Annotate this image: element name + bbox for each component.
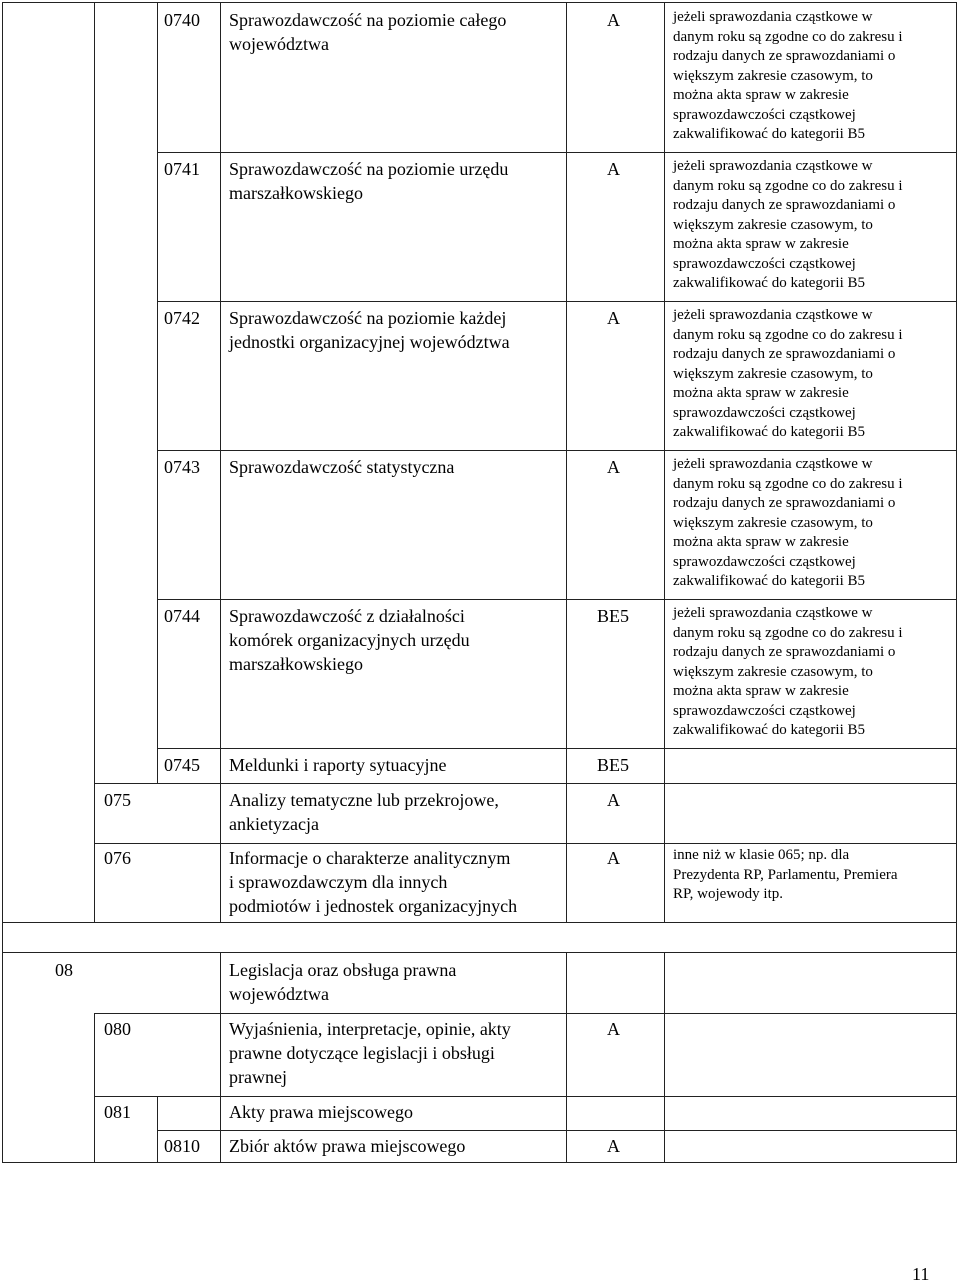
row-note: zakwalifikować do kategorii B5 bbox=[673, 126, 866, 142]
row-note: większym zakresie czasowym, to bbox=[673, 67, 873, 84]
row-note: można akta spraw w zakresie bbox=[673, 534, 849, 550]
row-note: jeżeli sprawozdania cząstkowe w bbox=[673, 307, 873, 323]
table-rule bbox=[94, 1013, 95, 1162]
row-code: 075 bbox=[104, 790, 131, 810]
row-note: zakwalifikować do kategorii B5 bbox=[673, 424, 866, 440]
row-note: sprawozdawczości cząstkowej bbox=[673, 255, 856, 272]
row-code: 081 bbox=[104, 1102, 131, 1122]
row-code: 076 bbox=[104, 848, 131, 868]
row-title: podmiotów i jednostek organizacyjnych bbox=[229, 896, 518, 916]
row-category: A bbox=[607, 790, 620, 810]
row-title: marszałkowskiego bbox=[229, 183, 363, 203]
table-rule bbox=[157, 748, 957, 749]
row-note: rodzaju danych ze sprawozdaniami o bbox=[673, 346, 896, 362]
table-rule bbox=[566, 2, 567, 922]
row-note: jeżeli sprawozdania cząstkowe w bbox=[673, 456, 873, 472]
row-note: inne niż w klasie 065; np. dla bbox=[673, 847, 850, 863]
row-title: Legislacja oraz obsługa prawna bbox=[229, 960, 457, 980]
row-title: prawne dotyczące legislacji i obsługi bbox=[229, 1043, 495, 1063]
table-rule bbox=[220, 2, 221, 922]
table-rule bbox=[2, 1162, 957, 1163]
row-title: ankietyzacja bbox=[229, 814, 319, 834]
row-note: sprawozdawczości cząstkowej bbox=[673, 702, 856, 719]
row-note: można akta spraw w zakresie bbox=[673, 87, 849, 103]
table-rule bbox=[956, 2, 957, 1162]
row-note: można akta spraw w zakresie bbox=[673, 385, 849, 401]
row-code: 0740 bbox=[164, 10, 200, 30]
row-title: Informacje o charakterze analitycznym bbox=[229, 848, 511, 868]
row-title: marszałkowskiego bbox=[229, 654, 363, 674]
row-note: można akta spraw w zakresie bbox=[673, 683, 849, 699]
row-note: zakwalifikować do kategorii B5 bbox=[673, 573, 866, 589]
row-note: Prezydenta RP, Parlamentu, Premiera bbox=[673, 866, 898, 883]
table-rule bbox=[157, 450, 957, 451]
table-rule bbox=[94, 843, 957, 844]
table-rule bbox=[157, 2, 158, 783]
row-title: Zbiór aktów prawa miejscowego bbox=[229, 1136, 466, 1156]
row-code: 0741 bbox=[164, 159, 200, 179]
row-code: 0810 bbox=[164, 1136, 200, 1156]
row-title: województwa bbox=[229, 984, 329, 1004]
row-note: zakwalifikować do kategorii B5 bbox=[673, 722, 866, 738]
row-title: Sprawozdawczość na poziomie każdej bbox=[229, 308, 507, 328]
table-rule bbox=[157, 301, 957, 302]
table-rule bbox=[566, 952, 567, 1162]
row-code: 08 bbox=[55, 960, 73, 980]
row-title: jednostki organizacyjnej województwa bbox=[229, 332, 510, 352]
row-title: Akty prawa miejscowego bbox=[229, 1102, 413, 1122]
table-rule bbox=[157, 152, 957, 153]
table-rule bbox=[220, 952, 221, 1162]
row-title: Sprawozdawczość statystyczna bbox=[229, 457, 455, 477]
row-note: sprawozdawczości cząstkowej bbox=[673, 553, 856, 570]
row-note: rodzaju danych ze sprawozdaniami o bbox=[673, 197, 896, 213]
row-note: rodzaju danych ze sprawozdaniami o bbox=[673, 48, 896, 64]
row-note: sprawozdawczości cząstkowej bbox=[673, 404, 856, 421]
row-note: jeżeli sprawozdania cząstkowe w bbox=[673, 9, 873, 25]
row-category: BE5 bbox=[597, 755, 630, 775]
table-rule bbox=[2, 2, 957, 3]
row-note: danym roku są zgodne co do zakresu i bbox=[673, 475, 903, 492]
row-title: Meldunki i raporty sytuacyjne bbox=[229, 755, 447, 775]
row-note: danym roku są zgodne co do zakresu i bbox=[673, 177, 903, 194]
row-category: A bbox=[607, 308, 620, 328]
row-note: zakwalifikować do kategorii B5 bbox=[673, 275, 866, 291]
row-note: większym zakresie czasowym, to bbox=[673, 365, 873, 382]
row-note: jeżeli sprawozdania cząstkowe w bbox=[673, 158, 873, 174]
table-rule bbox=[157, 1130, 957, 1131]
table-rule bbox=[2, 2, 3, 1162]
row-code: 0744 bbox=[164, 606, 200, 626]
row-title: Sprawozdawczość na poziomie całego bbox=[229, 10, 507, 30]
row-title: prawnej bbox=[229, 1067, 287, 1087]
row-title: Sprawozdawczość na poziomie urzędu bbox=[229, 159, 509, 179]
table-rule bbox=[94, 1013, 957, 1014]
row-title: komórek organizacyjnych urzędu bbox=[229, 630, 470, 650]
row-category: A bbox=[607, 457, 620, 477]
table-rule bbox=[94, 1096, 957, 1097]
row-note: danym roku są zgodne co do zakresu i bbox=[673, 624, 903, 641]
row-note: sprawozdawczości cząstkowej bbox=[673, 106, 856, 123]
row-category: A bbox=[607, 159, 620, 179]
row-category: A bbox=[607, 1019, 620, 1039]
table-rule bbox=[94, 2, 95, 922]
row-title: Wyjaśnienia, interpretacje, opinie, akty bbox=[229, 1019, 511, 1039]
table-rule bbox=[157, 599, 957, 600]
table-rule bbox=[94, 783, 957, 784]
row-note: jeżeli sprawozdania cząstkowe w bbox=[673, 605, 873, 621]
row-category: A bbox=[607, 1136, 620, 1156]
row-category: A bbox=[607, 848, 620, 868]
row-code: 0745 bbox=[164, 755, 200, 775]
page-number: 11 bbox=[912, 1264, 930, 1284]
table-rule bbox=[157, 1096, 158, 1162]
row-title: Sprawozdawczość z działalności bbox=[229, 606, 465, 626]
row-title: i sprawozdawczym dla innych bbox=[229, 872, 448, 892]
row-note: większym zakresie czasowym, to bbox=[673, 663, 873, 680]
row-note: rodzaju danych ze sprawozdaniami o bbox=[673, 644, 896, 660]
row-note: danym roku są zgodne co do zakresu i bbox=[673, 326, 903, 343]
table-rule bbox=[2, 952, 957, 953]
row-note: można akta spraw w zakresie bbox=[673, 236, 849, 252]
row-title: województwa bbox=[229, 34, 329, 54]
row-title: Analizy tematyczne lub przekrojowe, bbox=[229, 790, 499, 810]
table-rule bbox=[664, 952, 665, 1162]
table-rule bbox=[2, 922, 957, 923]
row-note: większym zakresie czasowym, to bbox=[673, 216, 873, 233]
row-note: rodzaju danych ze sprawozdaniami o bbox=[673, 495, 896, 511]
row-category: A bbox=[607, 10, 620, 30]
row-code: 0743 bbox=[164, 457, 200, 477]
row-note: RP, wojewody itp. bbox=[673, 886, 784, 902]
row-note: większym zakresie czasowym, to bbox=[673, 514, 873, 531]
row-code: 080 bbox=[104, 1019, 131, 1039]
row-note: danym roku są zgodne co do zakresu i bbox=[673, 28, 903, 45]
row-code: 0742 bbox=[164, 308, 200, 328]
row-category: BE5 bbox=[597, 606, 630, 626]
table-rule bbox=[664, 2, 665, 922]
